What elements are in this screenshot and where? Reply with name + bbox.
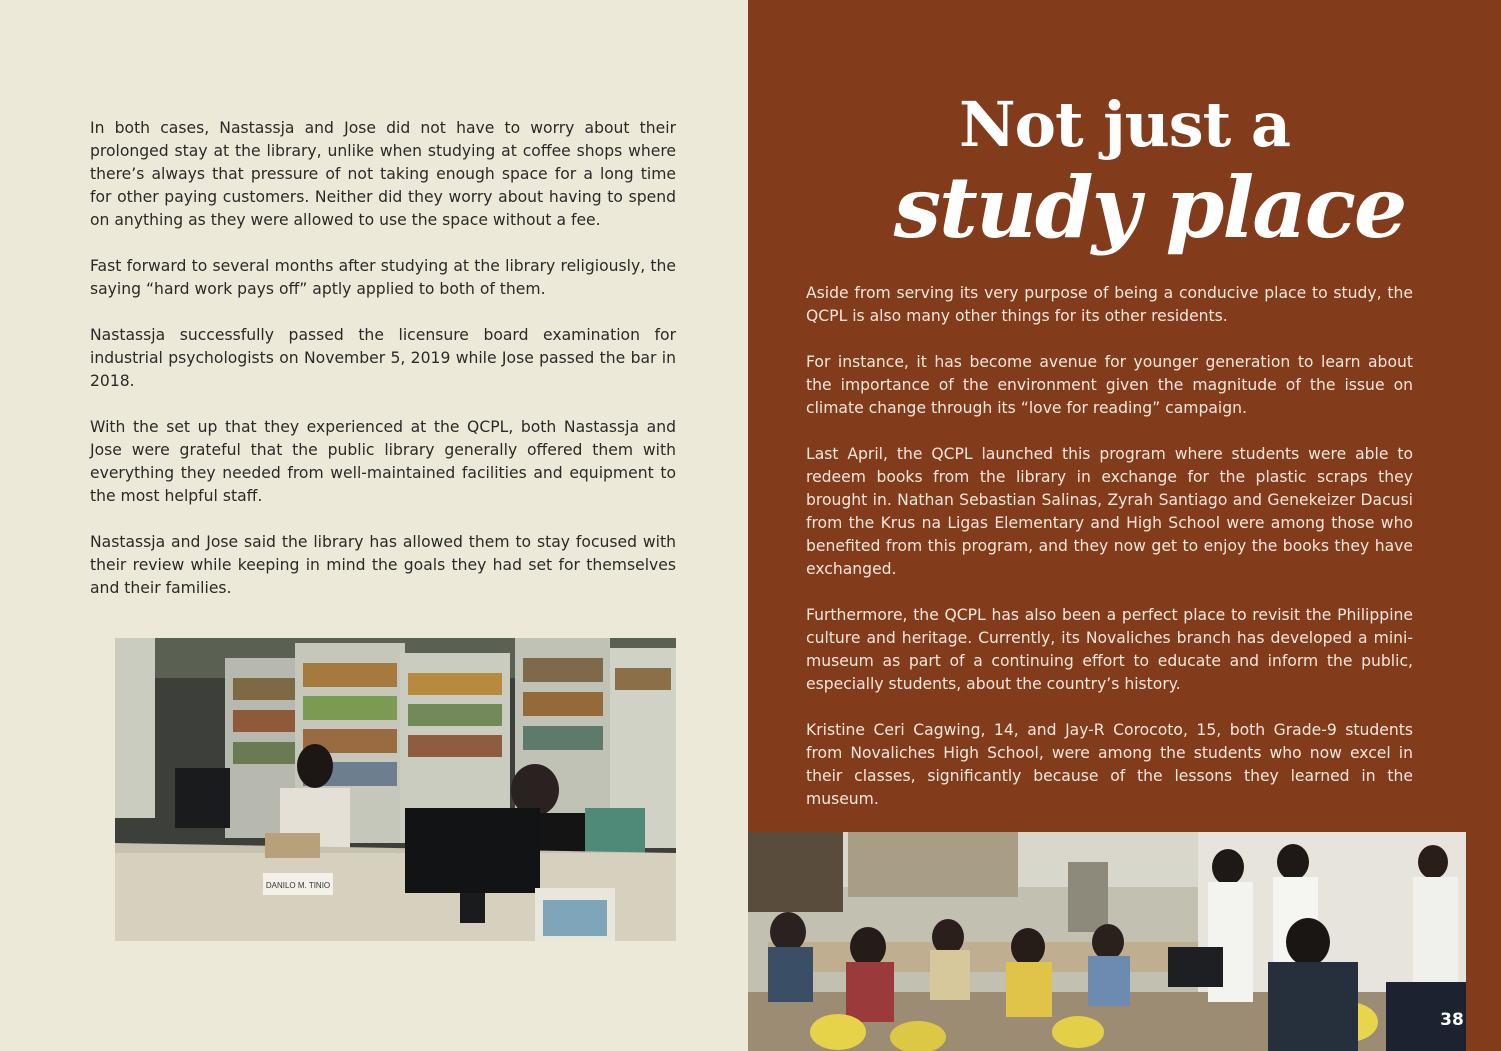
left-paragraph-2: Fast forward to several months after studying at the library religiously, the saying “hard work pays off” aptly applied to both of them. [90, 257, 676, 298]
right-paragraph-2: For instance, it has become avenue for younger generation to learn about the importance of the environment given the magnitude of the issue on climate change through its “love for reading” campaign. [806, 353, 1413, 417]
right-body-text [806, 282, 1413, 834]
right-paragraph-4: Furthermore, the QCPL has also been a perfect place to revisit the Philippine culture and heritage. Currently, its Novaliches branch has developed a mini-museum as part of a continuing effort to educate and inform the public, especially students, about the country’s history. [806, 606, 1413, 693]
right-paragraph-3: Last April, the QCPL launched this program where students were able to redeem books from the library in exchange for the plastic scraps they brought in. Nathan Sebastian Salinas, Zyrah Santiago and Genekeizer Dacusi from the Krus na Ligas Elementary and High School were among those who benefited from this program, and they now get to enjoy the books they have exchanged. [806, 445, 1413, 578]
left-body-text [90, 117, 676, 623]
page-title [748, 88, 1501, 257]
title-line-2: study place [893, 158, 1406, 257]
page-number: 38 [1440, 1010, 1464, 1030]
right-paragraph-1: Aside from serving its very purpose of being a conducive place to study, the QCPL is also many other things for its other residents. [806, 284, 1413, 325]
library-staff-photo [115, 638, 676, 941]
left-paragraph-4: With the set up that they experienced at the QCPL, both Nastassja and Jose were grateful that the public library generally offered them with everything they needed from well-maintained facilities and equipment to the most helpful staff. [90, 418, 676, 505]
left-paragraph-5: Nastassja and Jose said the library has allowed them to stay focused with their review while keeping in mind the goals they had set for themselves and their families. [90, 533, 676, 597]
students-study-photo [748, 832, 1466, 1051]
nameplate-text: DANILO M. TINIO [265, 881, 331, 890]
right-paragraph-5: Kristine Ceri Cagwing, 14, and Jay-R Corocoto, 15, both Grade-9 students from Novaliches High School, were among the students who now excel in their classes, significantly because of the lessons they learned in the museum. [806, 721, 1413, 808]
left-page [0, 0, 748, 1051]
left-paragraph-1: In both cases, Nastassja and Jose did not have to worry about their prolonged stay at the library, unlike when studying at coffee shops where there’s always that pressure of not taking enough space for a long time for other paying customers. Neither did they worry about having to spend on anything as they were allowed to use the space without a fee. [90, 119, 676, 229]
left-paragraph-3: Nastassja successfully passed the licensure board examination for industrial psychologists on November 5, 2019 while Jose passed the bar in 2018. [90, 326, 676, 390]
title-line-1: Not just a [958, 88, 1291, 161]
